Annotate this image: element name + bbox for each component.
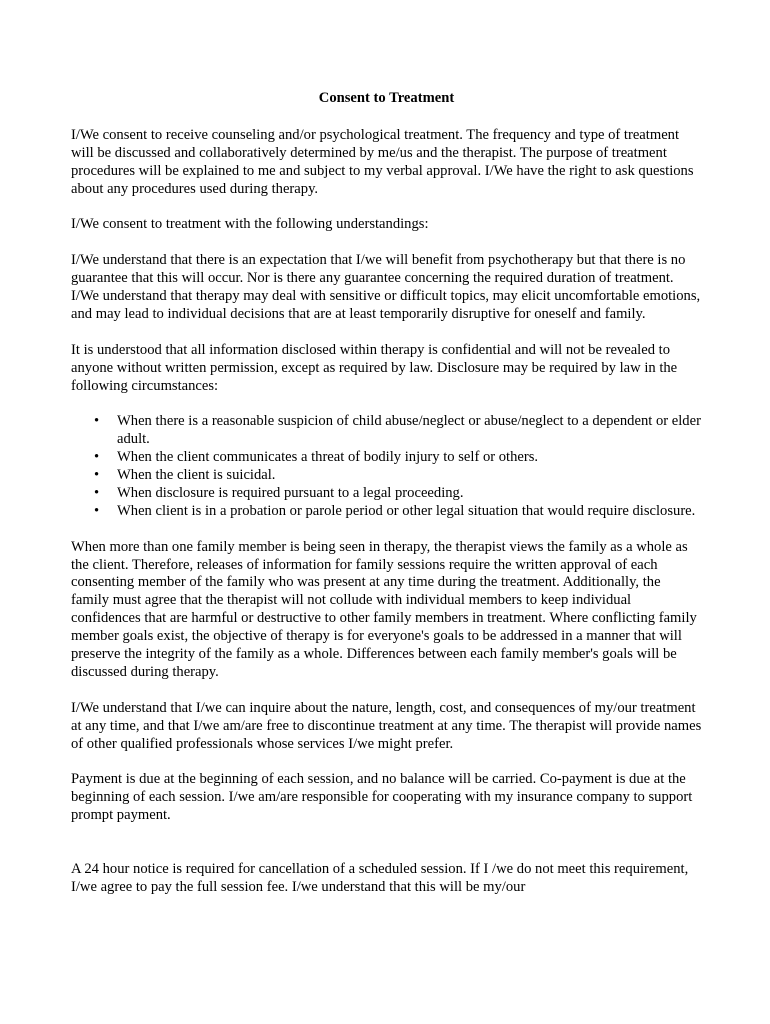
list-item-text: When the client communicates a threat of bodily injury to self or others. — [117, 449, 539, 466]
bullet-icon: • — [94, 502, 100, 519]
list-item-text: When the client is suicidal. — [117, 467, 276, 484]
list-item-text: When disclosure is required pursuant to a legal proceeding. — [117, 484, 464, 501]
list-item — [94, 502, 702, 521]
paragraph-understandings: I/We consent to treatment with the following understandings: — [71, 216, 429, 233]
bullet-icon: • — [94, 467, 100, 484]
paragraph-cancellation: A 24 hour notice is required for cancellation of a scheduled session. If I /we do not meet this requirement, I/we agree to pay the full session fee. I/we understand that this will be my/our — [71, 860, 689, 895]
bullet-icon: • — [94, 449, 100, 466]
bullet-icon: • — [94, 484, 100, 501]
list-item-text: When there is a reasonable suspicion of child abuse/neglect or abuse/neglect to a dependent or elder adult. — [117, 413, 701, 448]
list-item — [94, 449, 702, 467]
paragraph-payment: Payment is due at the beginning of each session, and no balance will be carried. Co-payment is due at the beginning of each session. I/we am/are responsible for cooperating with my insurance company to support prompt payment. — [71, 771, 693, 824]
list-item — [94, 413, 702, 449]
paragraph-confidentiality: It is understood that all information disclosed within therapy is confidential and will not be revealed to anyone without written permission, except as required by law. Disclosure may be required by law in the following circumstances: — [71, 341, 678, 394]
list-item-text: When client is in a probation or parole period or other legal situation that would require disclosure. — [117, 502, 696, 519]
paragraph-family: When more than one family member is being seen in therapy, the therapist views the family as a whole as the client. Therefore, releases of information for family sessions require the written approval of each consenting member of the family who was present at any time during the treatment. Additionally, the family must agree that the therapist will not collude with individual members to keep individual confidences that are harmful or destructive to other family members in treatment. Where conflicting family member goals exist, the objective of therapy is for everyone's goals to be addressed in a manner that will preserve the integrity of the family as a whole. Differences between each family member's goals will be discussed during therapy. — [71, 538, 697, 681]
spacer — [71, 843, 702, 861]
paragraph-inquiry: I/We understand that I/we can inquire about the nature, length, cost, and consequences of my/our treatment at any time, and that I/we am/are free to discontinue treatment at any time. The therapist will provide names of other qualified professionals whose services I/we might prefer. — [71, 699, 702, 752]
paragraph-consent: I/We consent to receive counseling and/or psychological treatment. The frequency and type of treatment will be discussed and collaboratively determined by me/us and the therapist. The purpose of treatment procedures will be explained to me and subject to my verbal approval. I/We have the right to ask questions about any procedures used during therapy. — [71, 126, 694, 197]
bullet-icon: • — [94, 413, 100, 430]
disclosure-list — [71, 413, 702, 520]
paragraph-expectation: I/We understand that there is an expectation that I/we will benefit from psychotherapy but that there is no guarantee that this will occur. Nor is there any guarantee concerning the required duration of treatment. I/We understand that therapy may deal with sensitive or difficult topics, may elicit uncomfortable emotions, and may lead to individual decisions that are at least temporarily disruptive for oneself and family. — [71, 252, 701, 322]
document-title: Consent to Treatment — [318, 90, 455, 106]
list-item — [94, 484, 702, 503]
list-item — [94, 467, 702, 485]
